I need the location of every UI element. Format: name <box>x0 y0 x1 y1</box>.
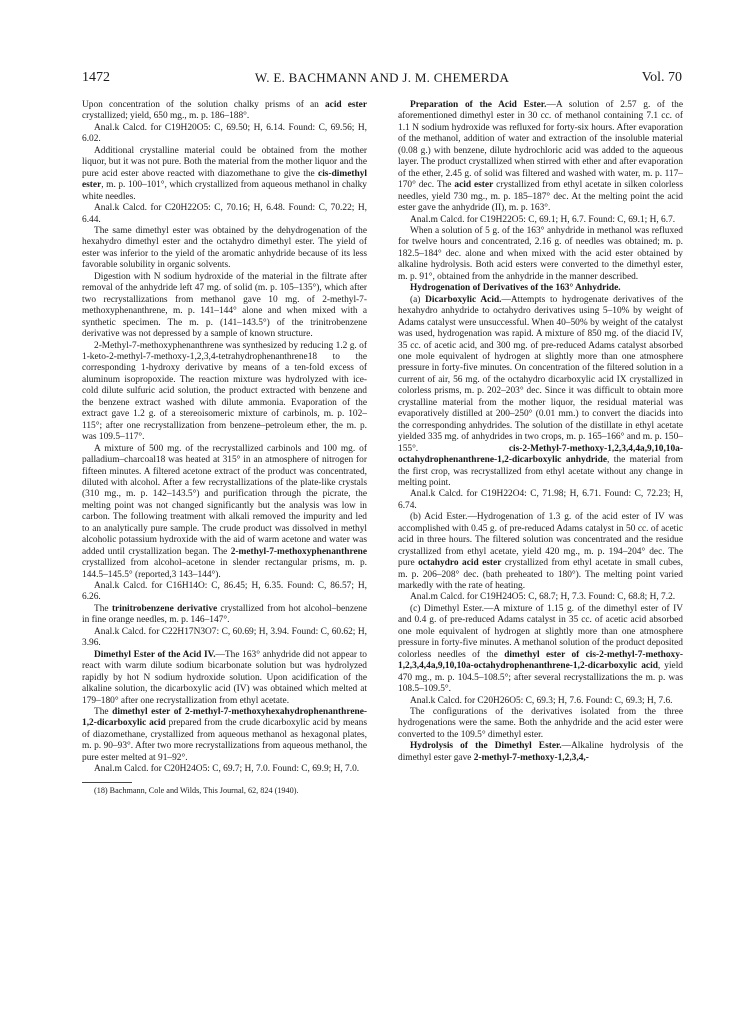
analysis-line: Anal.k Calcd. for C19H20O5: C, 69.50; H, 6.14. Found: C, 69.56; H, 6.02. <box>82 122 367 145</box>
page-number: 1472 <box>82 70 110 85</box>
paragraph: Upon concentration of the solution chalky prisms of an acid ester crystallized; yield, 650 mg., m. p. 186–188°. <box>82 100 367 122</box>
section-paragraph: Hydrolysis of the Dimethyl Ester.—Alkaline hydrolysis of the dimethyl ester gave 2-methyl-7-methoxy-1,2,3,4,- <box>398 741 683 763</box>
volume-label: Vol. 70 <box>641 70 682 85</box>
analysis-line: Anal.k Calcd. for C20H26O5: C, 69.3; H, 7.6. Found: C, 69.3; H, 7.6. <box>410 695 673 706</box>
left-column <box>82 100 367 796</box>
paragraph: Additional crystalline material could be obtained from the mother liquor, but it was not pure. Both the material from the mother liquor and the pure acid ester above reacted with diazomethane to give the cis-dimethyl ester, m. p. 100–101°, which crystallized from aqueous methanol in chalky white needles. <box>82 145 367 202</box>
paragraph: Digestion with N sodium hydroxide of the material in the filtrate after removal of the anhydride left 47 mg. of solid (m. p. 105–135°), which after two recrystallizations from methanol gave 10 mg. of 2-methyl-7-methoxyphenanthrene, m. p. 141–144° alone and when mixed with a synthetic specimen. The m. p. (141–143.5°) of the trinitrobenzene derivative was not depressed by a sample of known structure. <box>82 271 367 340</box>
paragraph: The same dimethyl ester was obtained by the dehydrogenation of the hexahydro dimethyl ester and the octahydro dimethyl ester. The yield of ester was inferior to the yield of the aromatic anhydride because of its less favorable solubility in organic solvents. <box>82 225 367 271</box>
right-column <box>398 100 683 764</box>
analysis-line: Anal.m Calcd. for C19H22O5: C, 69.1; H, 6.7. Found: C, 69.1; H, 6.7. <box>410 214 676 225</box>
section-paragraph: (a) Dicarboxylic Acid.—Attempts to hydrogenate derivatives of the hexahydro anhydride to octahydro derivatives using 5–10% by weight of Adams catalyst were unsuccessful. When 40–50% by weight of the catalyst was used, hydrogenation was rapid. A mixture of 850 mg. of the diacid IV, 35 cc. of acetic acid, and 300 mg. of pre-reduced Adams catalyst absorbed one mole equivalent of hydrogen at slightly more than one atmosphere pressure in forty-five minutes. On concentration of the filtered solution in a current of air, 56 mg. of the octahydro dicarboxylic acid IX crystallized in colorless prisms, m. p. 202–203° dec. Since it was difficult to obtain more crystalline material from the mother liquor, the residual material was evaporatively distilled at 200–250° (0.01 mm.) to convert the diacids into the corresponding anhydrides. The solution of the distillate in ethyl acetate yielded 335 mg. of anhydrides in two crops, m. p. 165–166° and m. p. 150–155°. cis-2-Methyl-7-methoxy-1,2,3,4,4a,9,10,10a-octahydrophenanthrene-1,2-dicarboxylic anhydride, the material from the first crop, was recrystallized from ethyl acetate without any change in melting point. <box>398 294 684 488</box>
section-heading: Hydrogenation of Derivatives of the 163° Anhydride. <box>410 283 621 294</box>
section-paragraph: (c) Dimethyl Ester.—A mixture of 1.15 g. of the dimethyl ester of IV and 0.4 g. of pre-reduced Adams catalyst in 35 cc. of acetic acid absorbed one mole equivalent of hydrogen at slightly more than one atmosphere pressure in forty-five minutes. A methanol solution of the product deposited colorless needles of the dimethyl ester of cis-2-methyl-7-methoxy-1,2,3,4,4a,9,10,10a-octahydrophenanthrene-1,2-dicarboxylic acid, yield 470 mg., m. p. 104.5–108.5°; after several recrystallizations the m. p. was 108.5–109.5°. <box>398 603 684 695</box>
paragraph: When a solution of 5 g. of the 163° anhydride in methanol was refluxed for twelve hours and concentrated, 2.16 g. of needles was obtained; m. p. 182.5–184° dec. alone and when mixed with the acid ester obtained by alkaline hydrolysis. Both acid esters were converted to the dimethyl ester, m. p. 91°, obtained from the anhydride in the manner described. <box>398 225 683 282</box>
analysis-line: Anal.k Calcd. for C19H22O4: C, 71.98; H, 6.71. Found: C, 72.23; H, 6.74. <box>398 489 683 511</box>
analysis-line: Anal.k Calcd. for C22H17N3O7: C, 60.69; H, 3.94. Found: C, 60.62; H, 3.96. <box>82 626 367 649</box>
paragraph: A mixture of 500 mg. of the recrystallized carbinols and 100 mg. of palladium–charcoal18 was heated at 315° in an atmosphere of nitrogen for fifteen minutes. A filtered acetone extract of the product was concentrated, diluted with alcohol. After a few recrystallizations of the plate-like crystals (310 mg., m. p. 142–143.5°) and purification through the picrate, the melting point was not changed significantly but the analysis was low in carbon. The following treatment with alkali removed the impurity and led to an analytically pure sample. The crude product was dissolved in methyl alcoholic potassium hydroxide with the aid of warm acetone and water was added until crystallization began. The 2-methyl-7-methoxyphenanthrene crystallized from alcohol–acetone in slender rectangular prisms, m. p. 144.5–145.5° (reported,3 143–144°). <box>82 443 367 580</box>
paragraph: The configurations of the derivatives isolated from the three hydrogenations were the same. Both the anhydride and the acid ester were converted to the 109.5° dimethyl ester. <box>398 707 683 740</box>
paragraph: The dimethyl ester of 2-methyl-7-methoxyhexahydrophenanthrene-1,2-dicarboxylic acid prepared from the crude dicarboxylic acid by means of diazomethane, crystallized from aqueous methanol as hexagonal plates, m. p. 90–93°. After two more recrystallizations from aqueous methanol, the pure ester melted at 91–92°. <box>82 707 368 763</box>
footnote-rule <box>82 782 132 783</box>
section-paragraph: (b) Acid Ester.—Hydrogenation of 1.3 g. of the acid ester of IV was accomplished with 0.45 g. of pre-reduced Adams catalyst in 50 cc. of acetic acid in three hours. The filtered solution was concentrated and the residue crystallized from ethyl acetate, yield 420 mg., m. p. 194–204° dec. The pure octahydro acid ester crystallized from ethyl acetate in small cubes, m. p. 206–208° dec. (bath preheated to 180°). The melting point varied markedly with the rate of heating. <box>398 512 683 592</box>
analysis-line: Anal.k Calcd. for C16H14O: C, 86.45; H, 6.35. Found: C, 86.57; H, 6.26. <box>82 581 367 603</box>
page-header <box>82 70 682 90</box>
analysis-line: Anal.m Calcd. for C19H24O5: C, 68.7; H, 7.3. Found: C, 68.8; H, 7.2. <box>410 592 676 603</box>
section-paragraph: Dimethyl Ester of the Acid IV.—The 163° anhydride did not appear to react with warm dilute sodium bicarbonate solution but was hydrolyzed rapidly by hot N sodium hydroxide solution. Upon acidification of the alkaline solution, the dicarboxylic acid (IV) was obtained which melted at 179–180° after one recrystallization from ethyl acetate. <box>82 649 367 706</box>
footnote: (18) Bachmann, Cole and Wilds, This Journal, 62, 824 (1940). <box>94 785 299 795</box>
section-paragraph: Preparation of the Acid Ester.—A solution of 2.57 g. of the aforementioned dimethyl ester in 30 cc. of methanol containing 7.1 cc. of 1.1 N sodium hydroxide was refluxed for forty-six hours. After evaporation of the methanol, addition of water and extraction of the insoluble material (0.08 g.) with benzene, dilute hydrochloric acid was added to the aqueous layer. The product crystallized when stirred with ether and after evaporation of the ether, 2.45 g. of solid was filtered and washed with water, m. p. 117–170° dec. The acid ester crystallized from ethyl acetate in silken colorless needles, yield 730 mg., m. p. 185–187° dec. At the melting point the acid ester gave the anhydride (II), m. p. 163°. <box>398 100 683 214</box>
paragraph: The trinitrobenzene derivative crystallized from hot alcohol–benzene in fine orange needles, m. p. 146–147°. <box>82 603 368 626</box>
analysis-line: Anal.k Calcd. for C20H22O5: C, 70.16; H, 6.48. Found: C, 70.22; H, 6.44. <box>82 203 367 225</box>
running-head: W. E. BACHMANN AND J. M. CHEMERDA <box>254 70 510 85</box>
analysis-line: Anal.m Calcd. for C20H24O5: C, 69.7; H, 7.0. Found: C, 69.9; H, 7.0. <box>94 764 360 775</box>
paragraph: 2-Methyl-7-methoxyphenanthrene was synthesized by reducing 1.2 g. of 1-keto-2-methyl-7-methoxy-1,2,3,4-tetrahydrophenanthrene18 to the corresponding 1-hydroxy derivative by means of a ten-fold excess of aluminum isopropoxide. The reaction mixture was hydrolyzed with ice-cold dilute sulfuric acid solution, the product extracted with benzene and the benzene extract washed with dilute ammonia. Evaporation of the extract gave 1.2 g. of a stereoisomeric mixture of carbinols, m. p. 102–115°; after one recrystallization from benzene–petroleum ether, the m. p. was 109.5–117°. <box>82 340 367 443</box>
